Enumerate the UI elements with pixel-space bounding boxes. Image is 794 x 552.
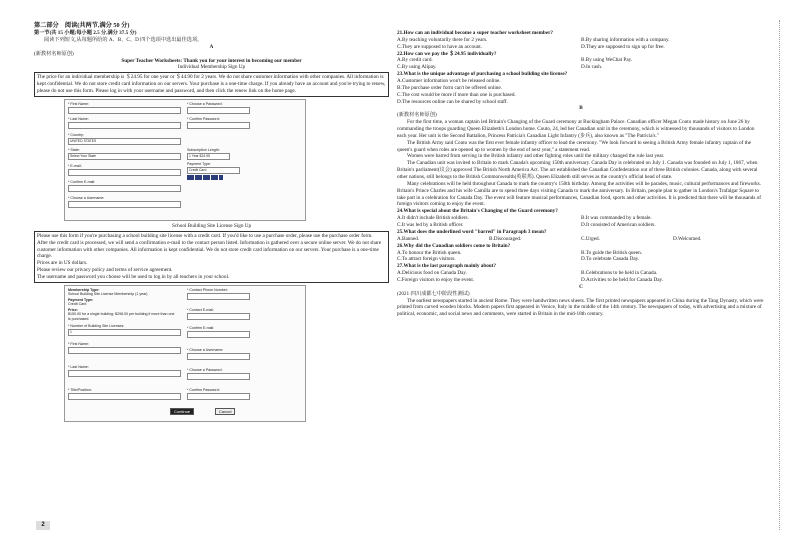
first-name-label-2: * First Name:: [68, 341, 89, 346]
question-text: 25.What does the underlined word "barred" in Paragraph 3 mean?: [397, 228, 547, 235]
last-name-input[interactable]: [68, 122, 181, 129]
price-value: $150.00 for a single building; $298.00 per building if more than one is purchased.: [68, 311, 175, 321]
passage-b-paragraph: Many celebrations will be held throughout Canada to mark the country's 150th birthday. Among the activities will be parades, music, cultural performances and fireworks. Britain's Prince Charles and his wife Camilla are to spend three days visiting Canada to mark the anniversary. In Britain, people plan to gather in London's Trafalgar Square to take part in a celebration for Canada Day. The event will feature musical performances, Canadian food, sports and other activities. It is predicted that there will be thousands of foreign visitors coming to enjoy the event.: [397, 180, 762, 208]
price-label: Price:: [68, 307, 78, 312]
option: C.The cost would be more if more than one is purchased.: [397, 91, 516, 98]
option: B.It was commanded by a female.: [581, 215, 652, 222]
contact-email-label: * Contact E-mail:: [187, 307, 214, 312]
confirm-password-label: * Confirm Password:: [187, 116, 220, 121]
confirm-password-input[interactable]: [187, 122, 250, 129]
payment-type-label-2: Payment Type:: [68, 297, 94, 302]
state-label: * State:: [68, 147, 80, 152]
section-title: 第二部分 阅读(共两节,满分 50 分): [34, 22, 130, 29]
site-license-info-box: [34, 231, 389, 283]
option: B.The purchase order form can't be offered online.: [397, 84, 502, 91]
passage-b-paragraph: For the first time, a woman captain led Britain's Changing of the Guard ceremony at Buckingham Palace. Canadian officer Megan Couto made history on June 26 by commanding the troops guarding Queen Elizabeth's London home. Couto, 24, led her Canadian unit in the ceremony, which is witnessed by thousands of visitors to London each year. Her unit is the Second Battalion, Princess Patricia's Canadian Light Infantry (步兵), also known as "The Patricia's.": [397, 119, 755, 139]
option: A.It didn't include British soldiers.: [397, 215, 469, 222]
question-21: [397, 30, 765, 51]
option: C.It was led by a British officer.: [397, 222, 464, 229]
individual-signup-form: [64, 99, 306, 221]
membership-type-label: Membership Type:: [68, 287, 100, 292]
left-column: [34, 22, 389, 424]
option: D.The resources online can be shared by school staff.: [397, 98, 508, 105]
last-name-label: * Last Name:: [68, 116, 89, 121]
option: D.Welcomed.: [673, 235, 702, 242]
option: B.Discouraged.: [489, 235, 522, 242]
passage-a-title: Super Teacher Worksheets: Thank you for your interest in becoming our member: [121, 57, 302, 64]
email-input[interactable]: [68, 169, 181, 176]
confirm-password-input-2[interactable]: [187, 393, 250, 400]
contact-phone-input[interactable]: [187, 293, 250, 300]
contact-phone-label: * Contact Phone Number:: [187, 287, 228, 292]
site-license-line: Please use this form if you're purchasing a school building site license with a credit card. If you'd like to use a purchase order, please use the purchase order form.: [37, 232, 373, 239]
passage-label-c: C: [579, 283, 583, 290]
continue-button[interactable]: Continue: [170, 408, 194, 415]
right-column: [397, 30, 765, 318]
confirm-email-label: * Confirm E-mail:: [68, 179, 96, 184]
username-input-2[interactable]: [187, 353, 250, 360]
question-23: [397, 71, 765, 105]
question-text: 21.How can an individual become a super teacher worksheet member?: [397, 30, 553, 36]
site-license-line: The username and password you choose will be used to log in by all teachers in your school.: [37, 273, 230, 280]
part-title: 第一节(共 15 小题;每小题 2.5 分,满分 37.5 分): [34, 30, 137, 37]
payment-type-value-2: Credit Card: [68, 301, 87, 306]
passage-b-paragraph: Women were barred from serving in the British infantry and other fighting roles until the military changed the rule last year.: [407, 153, 665, 160]
option: B.By sharing information with a company.: [581, 36, 670, 43]
passage-label-b: B: [579, 105, 583, 112]
option: D.It consisted of American soldiers.: [581, 222, 656, 229]
instruction: 阅读下列短文,从每题所给的 A、B、C、D 四个选项中选出最佳选项。: [44, 37, 203, 44]
confirm-password-label-2: * Confirm Password:: [187, 387, 220, 392]
password-label-2: * Choose a Password:: [187, 367, 223, 372]
site-license-form: [64, 285, 306, 422]
option: C.Foreign visitors to enjoy the event.: [397, 276, 475, 283]
option: C.Urged.: [581, 235, 600, 242]
site-license-line: After the credit card is processed, we will send a confirmation e-mail to the contact person listed. Information is gathered over a secure online server. We do not share customer information with other companies. All information is kept confidential. We do not store credit card information on our servers. Your purchase is a one-time charge.: [37, 239, 382, 260]
membership-info-box: [34, 72, 389, 97]
question-25: [397, 229, 765, 243]
option: A.To honour the British queen.: [397, 249, 462, 256]
binding-margin: [779, 20, 780, 530]
email-label: * E-mail:: [68, 163, 82, 168]
question-26: [397, 243, 765, 264]
question-27: [397, 263, 765, 284]
license-count-select[interactable]: 1: [68, 329, 181, 336]
first-name-label: * First Name:: [68, 101, 89, 106]
option: A.By credit card.: [397, 57, 433, 64]
payment-type-label: Payment Type:: [187, 161, 211, 166]
passage-c-paragraph: The earliest newspapers started in ancient Rome. They were handwritten news sheets. The first printed newspapers appeared in China during the Tang Dynasty, which were printed from carved wooden blocks. Modern papers first appeared in Venice, Italy in the middle of the 14th century. The newspapers of today, with advertising and a mixture of political, economic, and social news and comments, were started in Britain in the mid-18th century.: [397, 297, 764, 318]
option: D.They are supposed to sign up for free.: [581, 43, 665, 50]
confirm-email-label-2: * Confirm E-mail:: [187, 325, 215, 330]
payment-select[interactable]: Credit Card: [187, 167, 240, 174]
password-input[interactable]: [187, 107, 250, 114]
first-name-input[interactable]: [68, 107, 181, 114]
password-label: * Choose a Password:: [187, 101, 223, 106]
option: B.To guide the British queen.: [581, 249, 643, 256]
page-number: 2: [36, 521, 50, 530]
question-text: 27.What is the last paragraph mainly about?: [397, 263, 497, 270]
site-license-line: Please review our privacy policy and terms of service agreement.: [37, 267, 173, 274]
confirm-email-input-2[interactable]: [187, 331, 250, 338]
question-text: 23.What is the unique advantage of purchasing a school building site license?: [397, 71, 568, 78]
contact-email-input[interactable]: [187, 313, 250, 320]
last-name-input-2[interactable]: [68, 370, 181, 377]
passage-source-b: (新教材名师原创): [397, 112, 437, 119]
site-license-line: Prices are in US dollars.: [37, 260, 88, 267]
confirm-email-input[interactable]: [68, 185, 181, 192]
option: A.Customer information won't be released online.: [397, 78, 501, 85]
question-text: 22.How can we pay the ＄24.95 individually?: [397, 50, 497, 57]
passage-a-subtitle: Individual Membership Sign Up: [177, 64, 246, 71]
option: B.Celebrations to be held in Canada.: [581, 270, 658, 277]
title-position-label: * Title/Position:: [68, 387, 92, 392]
username-label: * Choose a Username:: [68, 195, 105, 200]
option: C.To attract foreign visitors.: [397, 256, 456, 263]
passage-b-paragraph: The Canadian unit was invited to Britain to mark Canada's upcoming 150th anniversary. Canada Day is celebrated on July 1. Canada was founded on July 1, 1867, when Britain's parliament(议会) approved The British North America Act. The act established the Canadian Confederation out of three British colonies. Canada, along with several other nations, still belongs to the British Commonwealth(英联邦). Queen Elizabeth still serves as the country's official head of state.: [397, 160, 758, 181]
option: A.By teaching voluntarily there for 2 years.: [397, 36, 488, 43]
question-22: [397, 51, 765, 72]
credit-card-logos-icon: [187, 175, 223, 180]
passage-label-a: A: [209, 43, 214, 50]
passage-source-a: (新教材名师原创): [34, 50, 74, 57]
first-name-input-2[interactable]: [68, 347, 181, 354]
option: A.Delicious food on Canada Day.: [397, 270, 467, 277]
password-input-2[interactable]: [187, 373, 250, 380]
subscription-select[interactable]: 1 Year $24.95: [187, 153, 230, 160]
country-label: * Country:: [68, 132, 84, 137]
option: D.In cash.: [581, 64, 603, 71]
license-count-label: * Number of Building Site Licenses:: [68, 323, 125, 328]
passage-b-paragraph: The British Army said Couto was the first ever female infantry officer to lead the ceremony. "We look forward to seeing a British Army female infantry captain of the queen's guard when roles are opened up to women by the end of next year," a statement read.: [397, 139, 751, 153]
option: C.By using Alipay.: [397, 64, 437, 71]
membership-type-value: School Building Site License Membership (1 year): [68, 291, 148, 296]
membership-info-text: The price for an individual membership is ＄24.95 for one year or ＄44.90 for 2 years. We do not share customer information with other companies. All information is kept confidential. We do not store credit card information on our servers. Your purchase is a one-time charge. If you already have an account and you're trying to renew, please do not use this form. Please log in with your username and password, and then click the renew link on the home page.: [37, 74, 386, 95]
option: D.To celebrate Canada Day.: [581, 256, 640, 263]
username-input[interactable]: [68, 201, 181, 208]
option: D.Activities to be held for Canada Day.: [581, 276, 664, 283]
question-24: [397, 208, 765, 229]
option: C.They are supposed to have an account.: [397, 43, 482, 50]
passage-a-subtitle-2: School Building Site License Sign Up: [171, 222, 252, 229]
cancel-button[interactable]: Cancel: [215, 408, 235, 415]
subscription-length-label: Subscription Length:: [187, 147, 220, 152]
question-text: 26.Why did the Canadian soldiers come to Britain?: [397, 242, 511, 249]
last-name-label-2: * Last Name:: [68, 364, 89, 369]
passage-source-c: (2021·四川成都七中阶段性测试): [397, 290, 470, 297]
country-select[interactable]: UNITED STATES: [68, 138, 181, 145]
title-position-input[interactable]: [68, 393, 181, 400]
option: B.By using WeChat Pay.: [581, 57, 633, 64]
username-label-2: * Choose a Username:: [187, 347, 224, 352]
option: A.Banned.: [397, 235, 420, 242]
question-text: 24.What is special about the Britain's Changing of the Guard ceremony?: [397, 208, 558, 215]
state-select[interactable]: Select Your State: [68, 153, 181, 160]
